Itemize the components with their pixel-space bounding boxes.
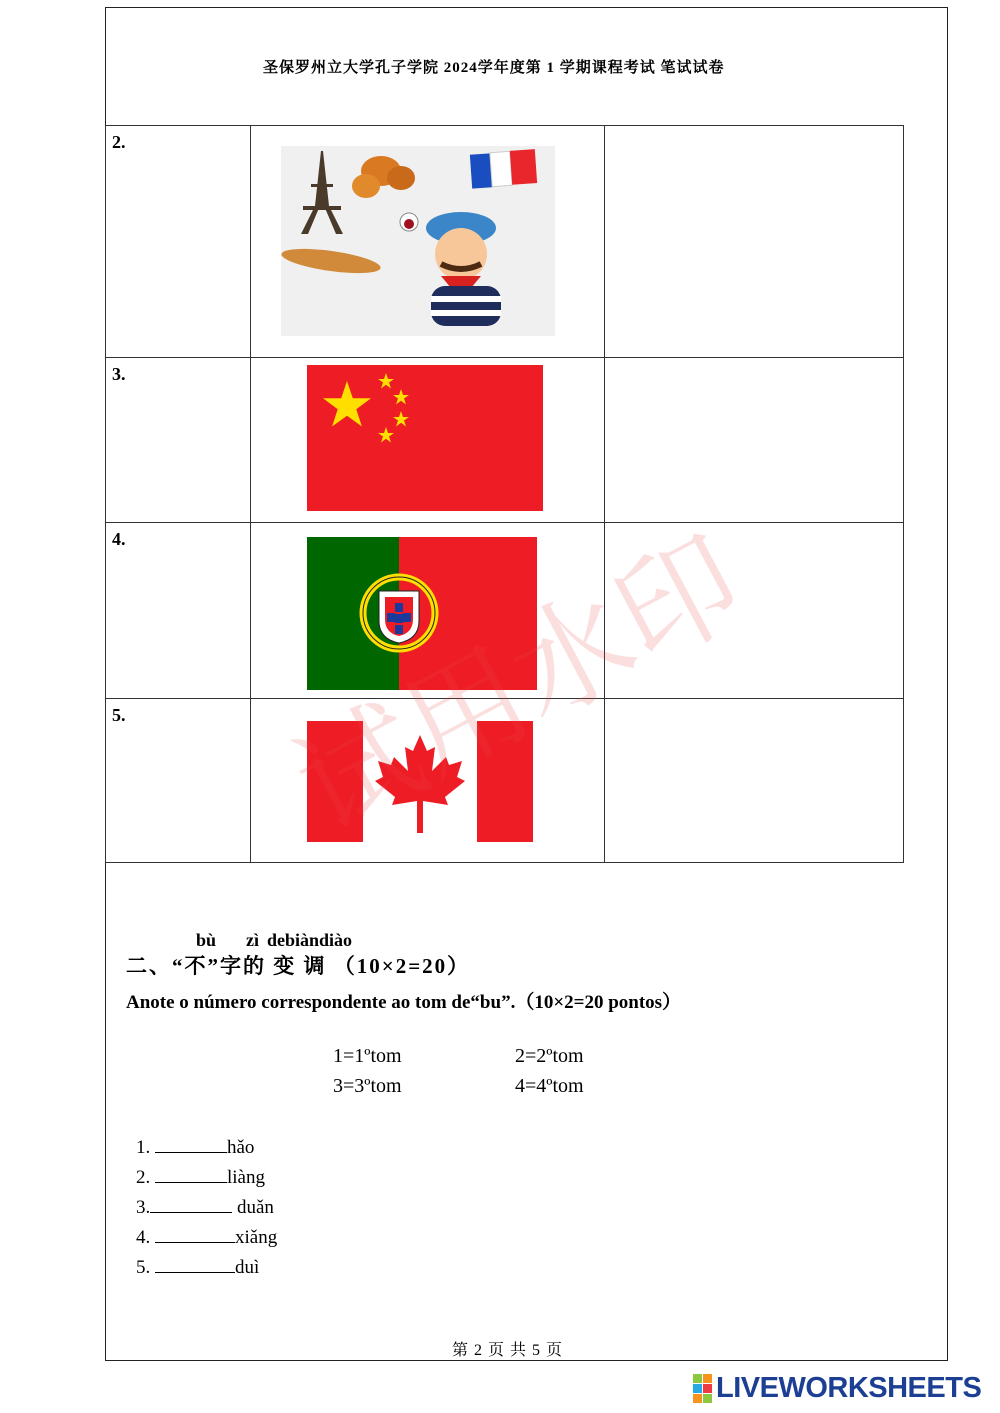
portugal-flag-image <box>307 537 537 690</box>
logo-text: LIVEWORKSHEETS <box>716 1371 982 1404</box>
table-row <box>106 126 904 358</box>
tone-legend-2: 2=2ºtom <box>515 1045 584 1067</box>
item-number: 4. <box>136 1227 151 1248</box>
pinyin-debiandiao: debiàndiào <box>267 930 353 950</box>
exercise-item <box>136 1166 265 1189</box>
table-row <box>106 358 904 523</box>
exercise-item <box>136 1226 277 1249</box>
item-number: 2. <box>136 1167 151 1188</box>
item-word: liàng <box>227 1167 265 1188</box>
exercise-item <box>136 1136 254 1159</box>
row-number: 5. <box>112 705 126 725</box>
item-word: hǎo <box>227 1137 255 1158</box>
canada-flag-image <box>307 721 533 842</box>
item-number: 5. <box>136 1257 151 1278</box>
france-cartoon-image <box>281 146 555 336</box>
logo-squares-icon <box>693 1374 712 1403</box>
table-row <box>106 523 904 699</box>
item-number: 1. <box>136 1137 151 1158</box>
item-word: duì <box>235 1257 260 1278</box>
pinyin-bu: bù <box>196 930 217 950</box>
answer-blank[interactable] <box>155 1166 227 1183</box>
tone-legend-3: 3=3ºtom <box>333 1075 402 1097</box>
answer-blank[interactable] <box>155 1256 235 1273</box>
french-flag-icon <box>470 149 537 189</box>
page-footer: 第 2 页 共 5 页 <box>452 1342 564 1359</box>
answer-blank[interactable] <box>150 1196 232 1213</box>
answer-blank[interactable] <box>155 1226 235 1243</box>
row-number: 2. <box>112 132 126 152</box>
exercise-item <box>136 1196 274 1219</box>
answer-cell[interactable] <box>605 358 904 523</box>
row-number: 4. <box>112 529 126 549</box>
tone-legend-1: 1=1ºtom <box>333 1045 402 1067</box>
answer-cell[interactable] <box>605 523 904 699</box>
flag-table <box>105 125 904 863</box>
item-word: duǎn <box>232 1197 274 1218</box>
row-number: 3. <box>112 364 126 384</box>
table-row <box>106 699 904 863</box>
exam-header-title: 圣保罗州立大学孔子学院 2024学年度第 1 学期课程考试 笔试试卷 <box>263 60 725 76</box>
tone-legend-4: 4=4ºtom <box>515 1075 584 1097</box>
section-title: 二、“不”字的 变 调 （10×2=20） <box>126 954 471 978</box>
answer-blank[interactable] <box>155 1136 227 1153</box>
answer-cell[interactable] <box>605 126 904 358</box>
item-word: xiǎng <box>235 1227 278 1248</box>
china-flag-image <box>307 365 543 511</box>
exercise-item <box>136 1256 259 1279</box>
item-number: 3. <box>136 1197 151 1218</box>
section-instruction: Anote o número correspondente ao tom de“bu”.（10×2=20 pontos） <box>126 992 682 1013</box>
answer-cell[interactable] <box>605 699 904 863</box>
liveworksheets-logo <box>693 1371 982 1404</box>
pinyin-zi: zì <box>246 930 259 950</box>
